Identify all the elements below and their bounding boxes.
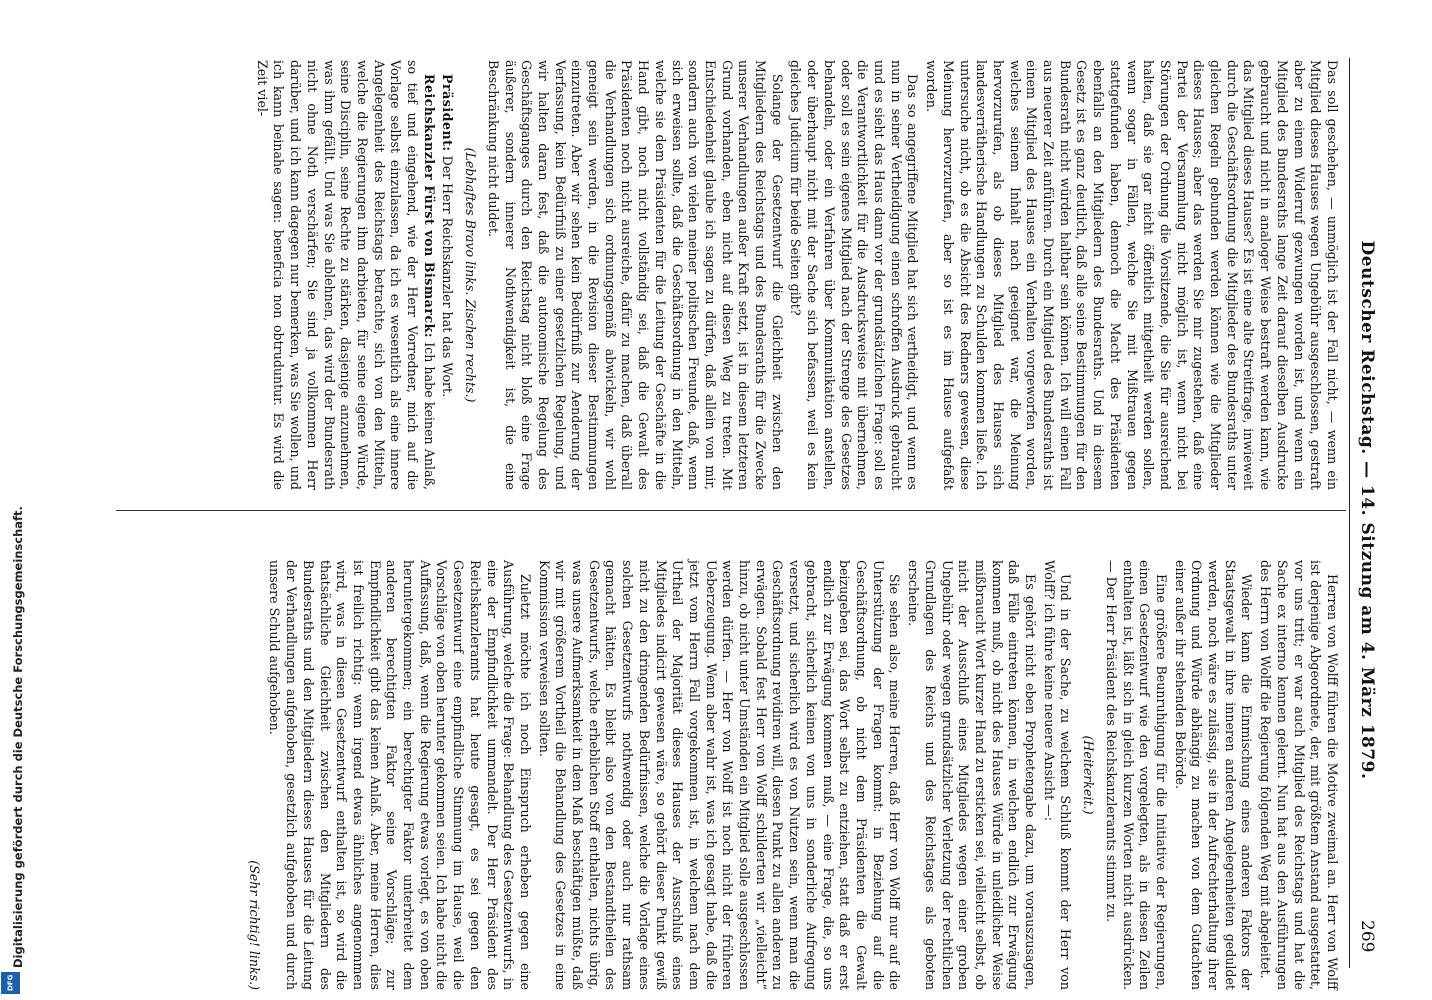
right-column (251, 60, 1340, 490)
speaker-paragraph (253, 60, 437, 490)
stage-direction: (Sehr richtig! links.) (246, 860, 262, 990)
left-column (241, 560, 1340, 990)
body-paragraph: Sie sehen also, meine Herren, daß Herr von Wolff nur auf die Unterstützung der Fragen kommt: in Beziehung auf die Geschäftsordnung, ob nicht dem Präsidenten die Gewalt beizugeben sei, das Wort selbst zu entziehen, statt daß er erst endlich zur Erwägung kommen muß, — eine Frage, die, so uns gebracht, sicherlich keinen von uns in sonderliche Aufregung versetzt, und sicherlich wird es von Nutzen sein, wenn man die Geschäftsordnung revidiren will, diesen Punkt zu allen anderen zu erwägen. Sobald fest Herr von Wolff schilderten wir „vielleicht“ hinzu, ob nicht unter Umständen ein Mitglied solle ausgeschlossen werden dürfen. — Herr von Wolff ist noch nicht der früheren Ueberzeugung. Wenn aber wahr ist, was ich gesagt habe, daß die jetzt vom Herrn Fall vorgekommen ist, in welchem nach dem Urtheil der Majorität dieses Hauses der Ausschluß eines Mitgliedes indicirt gewesen wäre, so gehört dieser Punkt gewiß nicht zu den dringenden Bedürfnissen, welche die Vorlage eines solchen Gesetzentwurfs nothwendig oder auch nur rathsam gemacht hätten. Es bleibt also von den Bestandtheilen des Gesetzentwurfs, welche erheblichen Stoff enthalten, nichts übrig, was unsere Aufmerksamkeit in dem Maß beschäftigen müßte, daß wir mit größerem Vortheil die Behandlung des Gesetzes in eine Kommission verweisen sollten. (536, 560, 903, 990)
speech-text: Ich habe keinen Anlaß, so tief und eingehend, wie der Herr Vorredner, mich auf die Vorlage selbst einzulassen, da ich es wesentlich als eine innere Angelegenheit des Reichstags betrachte, sich von den Mitteln, welche die Regierungen ihm darbieten, für seine eigene Würde, seine Disciplin, seine Rechte zu stärken, dasjenige anzunehmen, was ihm gefällt. Und was Sie ablehnen, das wird der Bundesrath nicht ohne Noth verschärfen; Sie sind ja vollkommen Herr darüber, und ich kann dagegen nur bemerken, was Sie wollen, und ich kann beinahe sagen: beneficia non obtruduntur. Es wird die Zeit viel- (254, 60, 437, 491)
page-header (1354, 60, 1380, 960)
stage-direction: (Lebhaftes Bravo links. Zischen rechts.) (463, 147, 479, 403)
body-paragraph: Zuletzt möchte ich noch Einspruch erheben gegen eine Ausführung, welche die Frage: Behandlung des Gesetzentwurfs, in eine der Empfindlichkeit ummandelt. Der Herr Präsident des Reichskanzleramts hat heute gesagt, es sei gegen den Gesetzentwurf eine empfindliche Stimmung im Hause, weil die Vorschläge von oben herunter gekommen seien. Ich habe nicht die Auffassung, daß, wenn die Regierung etwas vorlegt, es von oben heruntergekommen; ein berechtigter Faktor unterbreitet dem anderen berechtigten Faktor seine Vorschläge; zur Empfindlichkeit gibt das keinen Anlaß. Aber, meine Herren, dies ist freilich richtig: wenn irgend etwas ähnliches angenommen wird, was in diesen Gesetzentwurf enthalten ist, so wird die thatsächliche Gleichheit zwischen den Mitgliedern des Bundesraths und den Mitgliedern dieses Hauses für die Leitung der Verhandlungen aufgehoben, gesetzlich aufgehoben und durch unsere Schuld aufgehoben. (267, 560, 533, 990)
speaker-name: Präsident: (440, 74, 456, 152)
body-paragraph: Das so angegriffene Mitglied hat sich vertheidigt, und wenn es nun in seiner Vertheidigung einen schroffen Ausdruck gebraucht und es sieht das Haus dann vor der grundsätzlichen Frage: soll es die Verantwortlichkeit für die Ausdrucksweise mit übernehmen, oder soll es sein eigenes Mitglied nach der Strenge des Gesetzes behandeln, oder ein Verfahren über Kommunikation anstellen, oder überhaupt nicht mit der Sache sich befassen, weil es kein gleiches Judicium für beide Seiten gibt? (788, 60, 921, 490)
body-paragraph: Und in der Sache, zu welchem Schluß kommt der Herr von Wolff? ich führe keine neuere Ansicht —: (1041, 560, 1074, 990)
column-divider (116, 510, 1346, 511)
body-paragraph: Solange der Gesetzentwurf die Gleichheit zwischen den Mitgliedern des Reichstags und des Bundesraths für die Zwecke unserer Verhandlungen außer Kraft setzt, ist in diesem letzteren Grund vorhanden, eben nicht auf diesen Weg zu treten. Mit Entschiedenheit glaube ich sagen zu dürfen, daß allein von mir, sondern auch von vielen meiner politischen Freunde, daß, wenn sich erweisen sollte, daß die Geschäftsordnung in den Mitteln, welche sie dem Präsidenten für die Leitung der Geschäfte in die Hand gibt, noch nicht vollständig sei, daß die Gewalt des Präsidenten noch nicht ausreiche, dafür zu machen, daß überall die Verhandlungen sich ordnungsgemäß abwickeln, wir wohl geneigt sein werden, in die Revision dieser Bestimmungen einzutreten. Aber wir sehen kein Bedürfniß zur Aenderung der Verfassung, kein Bedürfniß zu einer gesetzlichen Regelung, und wir halten daran fest, daß die autonomische Regelung des Geschäftsganges durch den Reichstag nicht bloß eine Frage äußerer, sondern innerer Nothwendigkeit ist, die eine Beschränkung nicht duldet. (485, 60, 785, 490)
credit-text: Digitalisierung gefördert durch die Deutsche Forschungsgemeinschaft. (11, 506, 25, 968)
speech-text: Der Herr Reichskanzler hat das Wort. (440, 151, 456, 398)
body-paragraph: Eine größere Beunruhigung für die Initiative der Regierungen, einen Gesetzentwurf wie den vorgelegten, als in diesen Zeilen enthalten ist, läßt sich in gleich kurzen Worten nicht ausdrücken. — Der Herr Präsident des Reichskanzleramts stimmt zu. (1103, 560, 1169, 990)
digitization-credit (0, 0, 25, 1000)
stage-direction: (Heiterkeit.) (1081, 735, 1097, 815)
body-paragraph: Wieder kann die Einmischung eines anderen Faktors der Staatsgewalt in ihre inneren anderen Angelegenheiten geduldet werden, noch wäre es zulässig, sie in der Aufrechterhaltung ihrer Ordnung und Würde abhängig zu machen von dem Gutachten einer außer ihr stehenden Behörde. (1172, 560, 1255, 990)
header-rule (1349, 58, 1350, 968)
body-paragraph: Das soll geschehen, — unmöglich ist der Fall nicht, — wenn ein Mitglied dieses Hauses wegen Ungebühr ausgeschlossen, gestraft aber zu einem Widerruf gezwungen worden ist, und wenn ein Mitglied des Bundesraths lange Zeit darauf dieselben Ausdrucke gebraucht und nicht in analoger Weise bestraft werden kann, wie das Mitglied dieses Hauses? Es ist eine alte Streitfrage, inwieweit durch die Geschäftsordnung die Mitglieder des Bundesraths unter gleichen Regeln gebunden werden können wie die Mitglieder dieses Hauses; aber das werden Sie mir zugestehen, daß eine Partei der Versammlung nicht möglich ist, wenn nicht bei Störungen der Ordnung die Vorsitzende, die Sie für ausreichend halten, daß sie gar nicht öffentlich mitgetheilt werden sollen, wenn sogar in Fällen, welche Sie mit Mißtrauen gegen stattgefunden haben, dennoch die Macht des Präsidenten ebenfalls an den Mitgliedern des Bundesraths. Und in diesem Gesetz ist es ganz deutlich, daß alle seine Bestimmungen für den Bundesrath nicht würden haltbar sein können. Ich will einen Fall aus neuerer Zeit anführen. Durch ein Mitglied des Bundesraths ist einem Mitglied des Hauses ein Verhalten vorgeworfen worden, welches seinem Inhalt nach geeignet war, die Meinung hervorzurufen, als ob dieses Mitglied des Hauses sich landesverrätherische Handlungen zu Schulden kommen ließe. Ich untersuche nicht, ob es die Absicht des Redners gewesen, diese Meinung hervorzurufen, aber so ist es im Hause aufgefaßt worden. (924, 60, 1340, 490)
page-number: 269 (1357, 920, 1377, 953)
speaker-paragraph (439, 60, 456, 490)
speaker-name: Reichskanzler Fürst von Bismarck: (421, 74, 437, 339)
body-paragraph: Es gehört nicht eben Prophetengabe dazu, um vorauszusagen, daß Fälle eintreten können, in welchen endlich zur Erwägung kommen muß, ob nicht des Hauses Würde in unleidlicher Weise mißbraucht Wort kurzer Hand zu ersticken sei, vielleicht selbst, ob nicht der Ausschluß eines Mitgliedes wegen einer groben Ungebühr oder wegen grundsätzlicher Verletzung der rechtlichen Grundlagen des Reichs und des Reichstages als geboten erscheine. (906, 560, 1039, 990)
header-title: Deutscher Reichstag. — 14. Sitzung am 4. März 1879. (1357, 240, 1377, 780)
body-paragraph: Herren von Wolff führen die Motive zweimal an. Herr von Wolff ist derjenige Abgeordnete, der, mit größtem Anstand ausgestattet, vor uns tritt; er war auch Mitglied des Reichstags und hat die Sache ex interno kennen gelernt. Nun hat aus den Ausführungen des Herrn von Wolff die Regierung folgenden Weg mit abgeleitet. (1258, 560, 1340, 990)
dfg-logo-icon: DFG (1, 972, 20, 994)
